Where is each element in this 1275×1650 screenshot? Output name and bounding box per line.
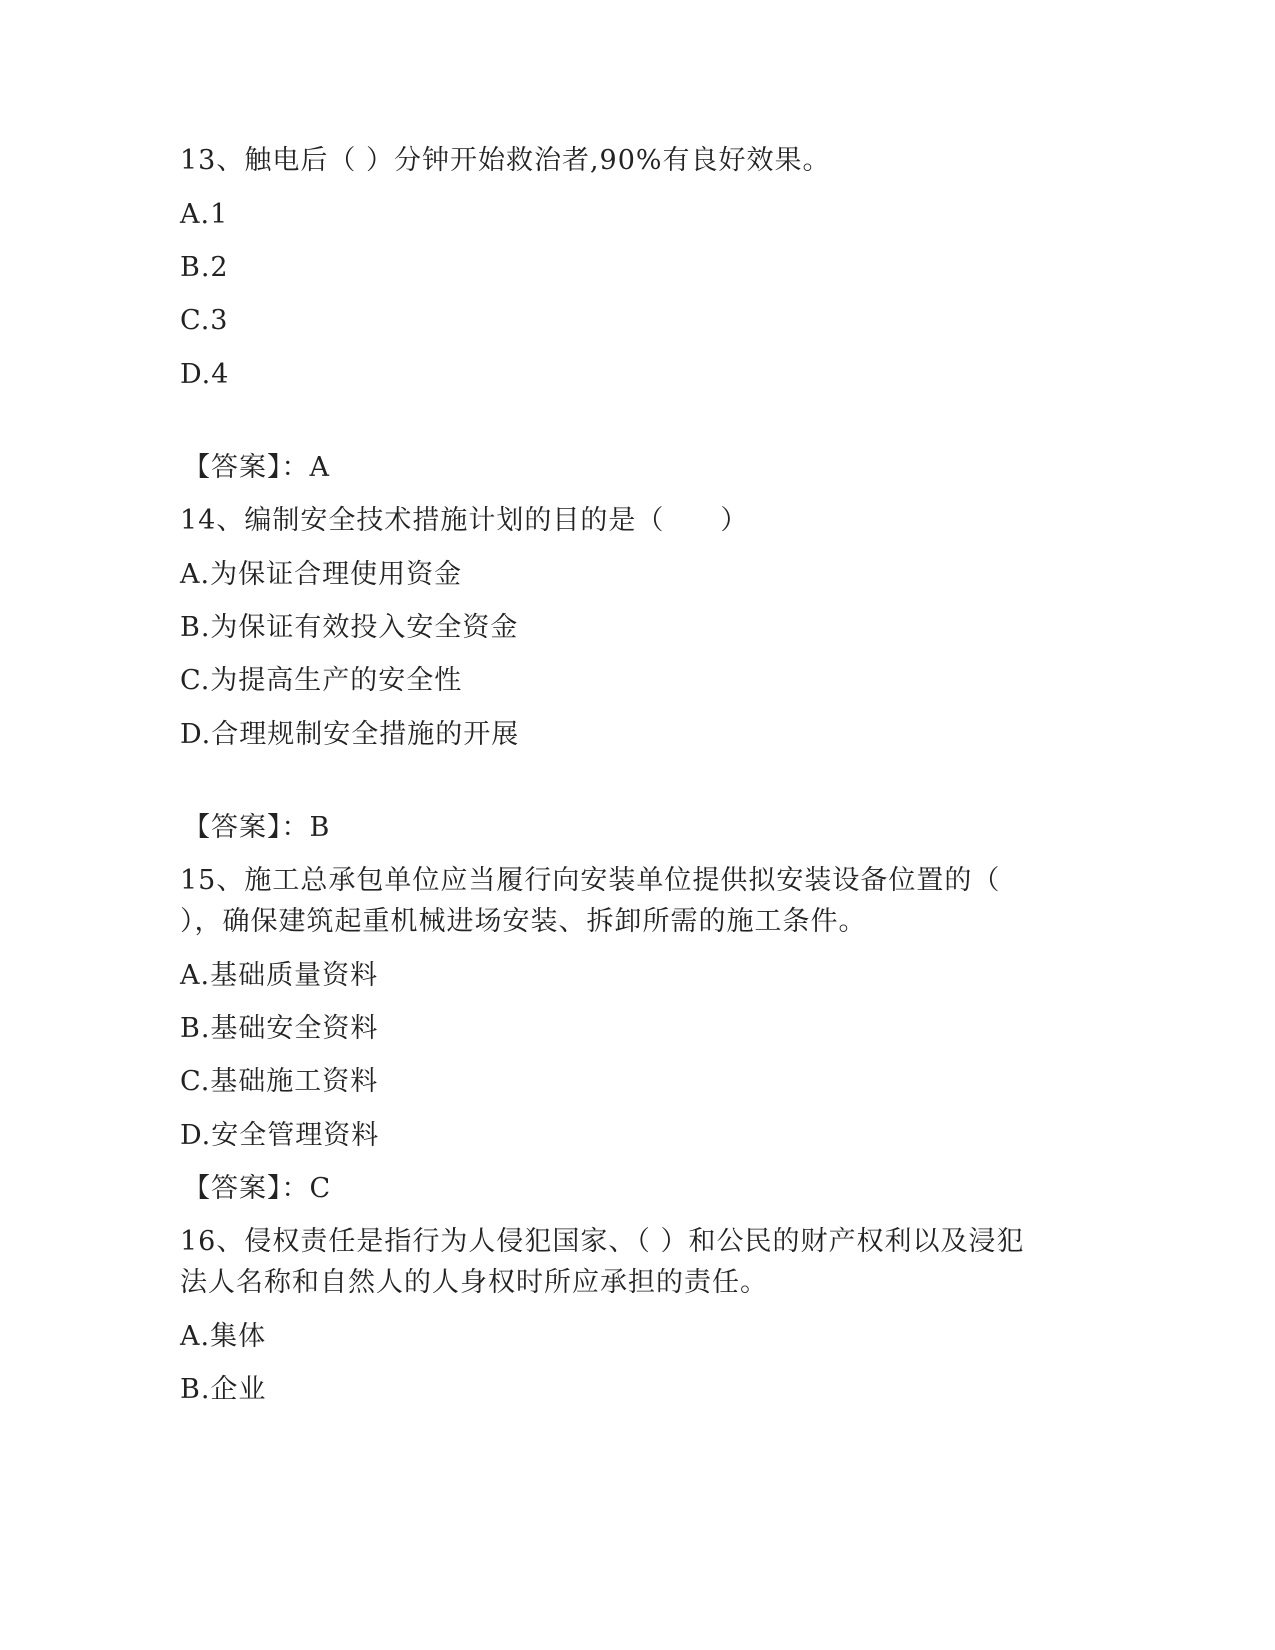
question-15-answer: 【答案】：C [183, 1173, 332, 1204]
question-14-answer: 【答案】：B [183, 812, 331, 843]
question-13-option-a: A.1 [180, 199, 229, 230]
question-15-option-a: A.基础质量资料 [180, 960, 379, 991]
question-14-option-d: D.合理规制安全措施的开展 [180, 719, 520, 750]
question-16-stem-line-1: 16、侵权责任是指行为人侵犯国家、（ ）和公民的财产权利以及浸犯 [180, 1226, 1025, 1257]
question-13-stem: 13、触电后（ ）分钟开始救治者,90%有良好效果。 [180, 145, 831, 176]
question-15-stem-line-2: ），确保建筑起重机械进场安装、拆卸所需的施工条件。 [180, 906, 867, 937]
question-15-stem-line-1: 15、施工总承包单位应当履行向安装单位提供拟安装设备位置的（ [180, 865, 1001, 896]
question-14-option-a: A.为保证合理使用资金 [180, 559, 463, 590]
question-14-option-c: C.为提高生产的安全性 [180, 665, 463, 696]
question-15-option-d: D.安全管理资料 [180, 1120, 380, 1151]
question-13-option-d: D.4 [180, 359, 230, 390]
question-15-option-c: C.基础施工资料 [180, 1066, 379, 1097]
question-13-option-b: B.2 [180, 252, 229, 283]
question-15-option-b: B.基础安全资料 [180, 1013, 379, 1044]
question-16-option-a: A.集体 [180, 1321, 267, 1352]
question-14-stem: 14、编制安全技术措施计划的目的是（ ） [180, 505, 749, 536]
question-13-answer: 【答案】：A [183, 452, 330, 483]
question-16-stem-line-2: 法人名称和自然人的人身权时所应承担的责任。 [180, 1267, 768, 1298]
question-14-option-b: B.为保证有效投入安全资金 [180, 612, 519, 643]
question-16-option-b: B.企业 [180, 1374, 267, 1405]
question-13-option-c: C.3 [180, 305, 229, 336]
